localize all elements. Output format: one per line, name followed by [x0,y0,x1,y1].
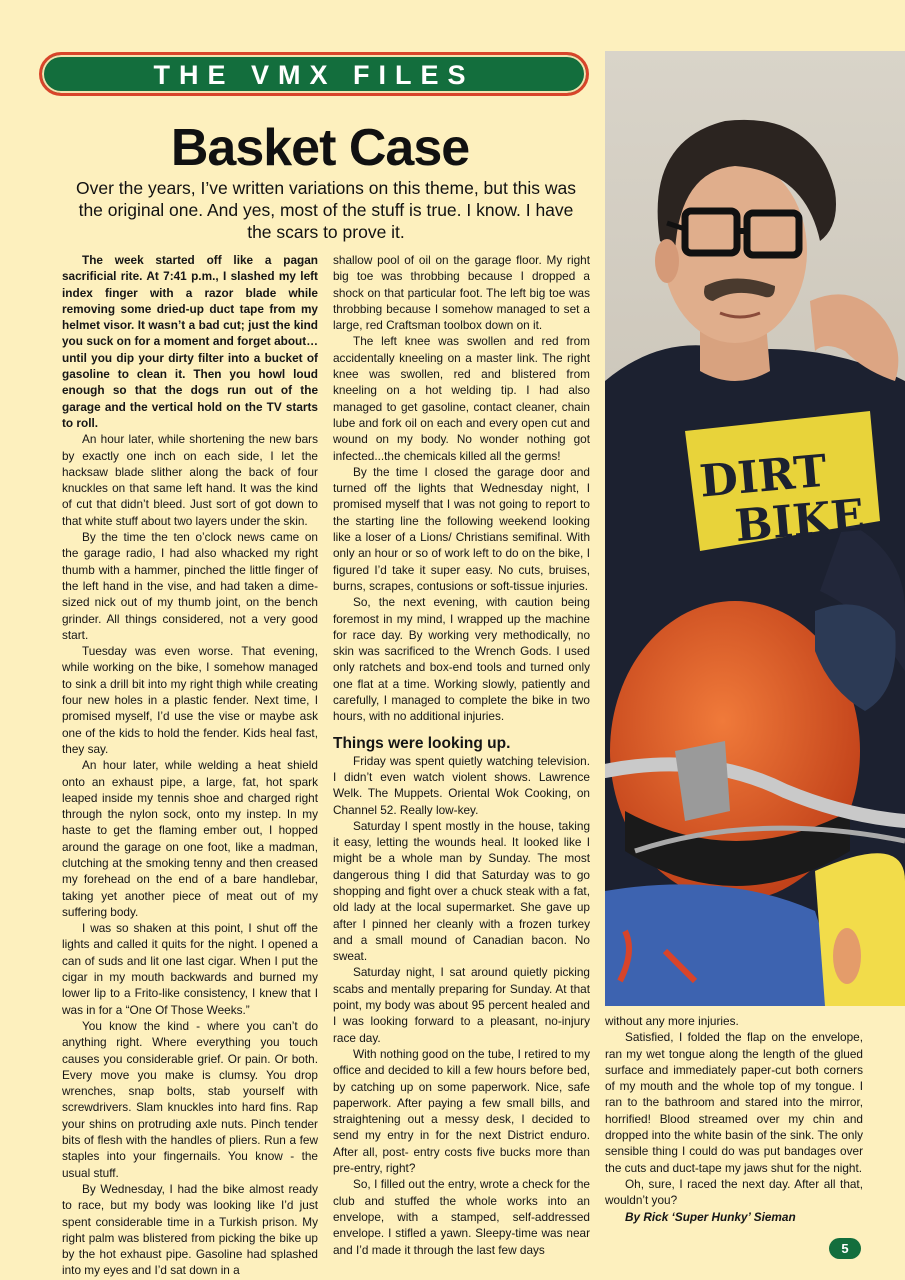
body-paragraph: By Wednesday, I had the bike almost ready to race, but my body was looking like I’d just spent considerable time in a Turkish prison. My right palm was blistered from picking the bike up by the hot exhaust pipe. Gasoline had splashed into my eyes and I’d sat down in a [62,1181,318,1278]
page-number: 5 [829,1238,861,1259]
column-3 [605,1013,863,1225]
author-photo [605,51,905,1006]
body-paragraph: I was so shaken at this point, I shut off the lights and called it quits for the night. I opened a can of suds and lit one last cigar. When I put the cigar in my mouth backwards and burned my lower lip to a Frito-like consistency, I knew that I was in for a “One Of Those Weeks.” [62,921,318,1017]
body-paragraph: You know the kind - where you can’t do anything right. Where everything you touch causes you considerable grief. Or pain. Or both. Every move you make is clumsy. You drop wrenches, snap bolts, stab yourself with screwdrivers. Slam knuckles into hard fins. Rap your shins on protruding axle nuts. Pinch tender bits of flesh with the handles of pliers. Run a few staples into your fingernails. You know - the usual stuff. [62,1018,318,1180]
body-paragraph: Tuesday was even worse. That evening, while working on the bike, I somehow managed to sink a drill bit into my right thigh while creating four new holes in a plastic fender. Next time, I promised myself, I’d use the vise or maybe ask one of the kids to hold the fender. Kids heal fast, they say. [62,644,318,756]
shirt-text-bike: BIKE [733,490,867,553]
body-paragraph: Oh, sure, I raced the next day. After all that, wouldn’t you? [605,1176,863,1208]
body-paragraph: Saturday I spent mostly in the house, taking it easy, letting the wounds heal. It looked like I might be a whole man by Sunday. The most dangerous thing I did that Saturday was to go shopping and fight over a chuck steak with a fat, old lady at the local supermarket. She gave up after I pinned her cleanly with a frozen turkey and a small mound of Canadian bacon. No sweat. [333,818,590,964]
body-paragraph: With nothing good on the tube, I retired to my office and decided to kill a few hours before bed, by catching up on some paperwork. Nice, safe paperwork. After paying a few small bills, and straightening out a messy desk, I decided to send my entry in for the next District enduro. After all, post- entry costs five bucks more than pre-entry, right? [333,1046,590,1176]
column-2 [333,252,590,1258]
byline: By Rick ‘Super Hunky’ Sieman [625,1209,796,1224]
body-paragraph: shallow pool of oil on the garage floor. My right big toe was throbbing because I dropped a shock on that particular foot. The left big toe was throbbing because I somehow managed to set a large, red Craftsman toolbox down on it. [333,253,590,333]
shirt-text-dirt: DIRT [697,445,829,508]
body-paragraph: without any more injuries. [605,1014,739,1028]
body-paragraph: An hour later, while welding a heat shield onto an exhaust pipe, a large, fat, hot spark leaped inside my tennis shoe and charged right through the nylon sock, onto my instep. In my haste to get the flaming ember out, I hopped around the garage on one foot, like a madman, clutching at the smoking tenny and then creased my forehead on the end of a bare handlebar, taking yet another piece of meat out of my suffering body. [62,758,318,919]
body-paragraph: By the time the ten o’clock news came on the garage radio, I had also whacked my right thumb with a hammer, pinched the little finger of the left hand in the vise, and had taken a dime-sized nick out of my thumb joint, on the bench grinder. All things considered, not a very good start. [62,530,318,642]
body-paragraph: Friday was spent quietly watching television. I didn’t even watch violent shows. Lawrence Welk. The Muppets. Oriental Wok Cooking, on Channel 52. Really low-key. [333,753,590,817]
series-banner [39,52,589,96]
body-paragraph: An hour later, while shortening the new bars by exactly one inch on each side, I let the hacksaw blade slither along the back of four knuckles on that same left hand. It was the kind of cut that didn’t bleed. Just sort of got down to that white stuff about two layers under the skin. [62,432,318,528]
body-paragraph: The left knee was swollen and red from accidentally kneeling on a master link. The right knee was swollen, red and blistered from kneeling on a hot welding tip. I had also managed to get gasoline, contact cleaner, chain lube and fork oil on each and every open cut and wound on my body. No wonder nothing got infected...the chemicals killed all the germs! [333,334,590,463]
body-paragraph: Satisfied, I folded the flap on the envelope, ran my wet tongue along the length of the glued surface and immediately paper-cut both corners of my mouth and the whole top of my tongue. I ran to the bathroom and stared into the mirror, horrified! Blood streamed over my chin and dropped into the white basin of the sink. The only sensible thing I could do was put bandages over the cuts and duct-tape my jaws shut for the night. [605,1030,863,1175]
body-paragraph: So, the next evening, with caution being foremost in my mind, I wrapped up the machine for race day. By working very methodically, no skin was sacrificed to the Wrench Gods. I used only ratchets and box-end tools and turned only one flat at a time. Working slowly, patiently and carefully, I managed to complete the bike in two hours, with no additional injuries. [333,595,590,724]
body-paragraph: So, I filled out the entry, wrote a check for the club and stuffed the whole works into an envelope, with a stamped, self-addressed envelope. I stifled a yawn. Sleepy-time was near and I’d made it through the last few days [333,1177,590,1257]
body-paragraph: By the time I closed the garage door and turned off the lights that Wednesday night, I promised myself that I was not going to report to the starting line the following weekend looking like a loser of a Lions/ Christians semifinal. With only an hour or so of work left to do on the bike, I figured I’d take it super easy. No cuts, bruises, burns, scrapes, contusions or soft-tissue injuries. [333,464,590,593]
subheading: Things were looking up. [333,734,511,752]
body-paragraph: Saturday night, I sat around quietly picking scabs and mentally preparing for Sunday. At that point, my body was about 95 percent healed and I was looking forward to a pleasant, no-injury race day. [333,965,590,1045]
series-title: THE VMX FILES [153,60,475,90]
lead-paragraph: The week started off like a pagan sacrificial rite. At 7:41 p.m., I slashed my left index finger with a razor blade while removing some dried-up duct tape from my helmet visor. It wasn’t a bad cut; just the kind you suck on for a moment and forget about… until you dip your dirty filter into a bucket of gasoline to clean it. Then you howl loud enough so that the dogs run out of the garage and the vertical hold on the TV starts to roll. [62,253,318,430]
article-title: Basket Case [170,119,470,177]
column-1 [62,252,318,1279]
article-subtitle: Over the years, I’ve written variations on this theme, but this was the original one. And yes, most of the stuff is true. I know. I have the scars to prove it. [76,178,576,242]
